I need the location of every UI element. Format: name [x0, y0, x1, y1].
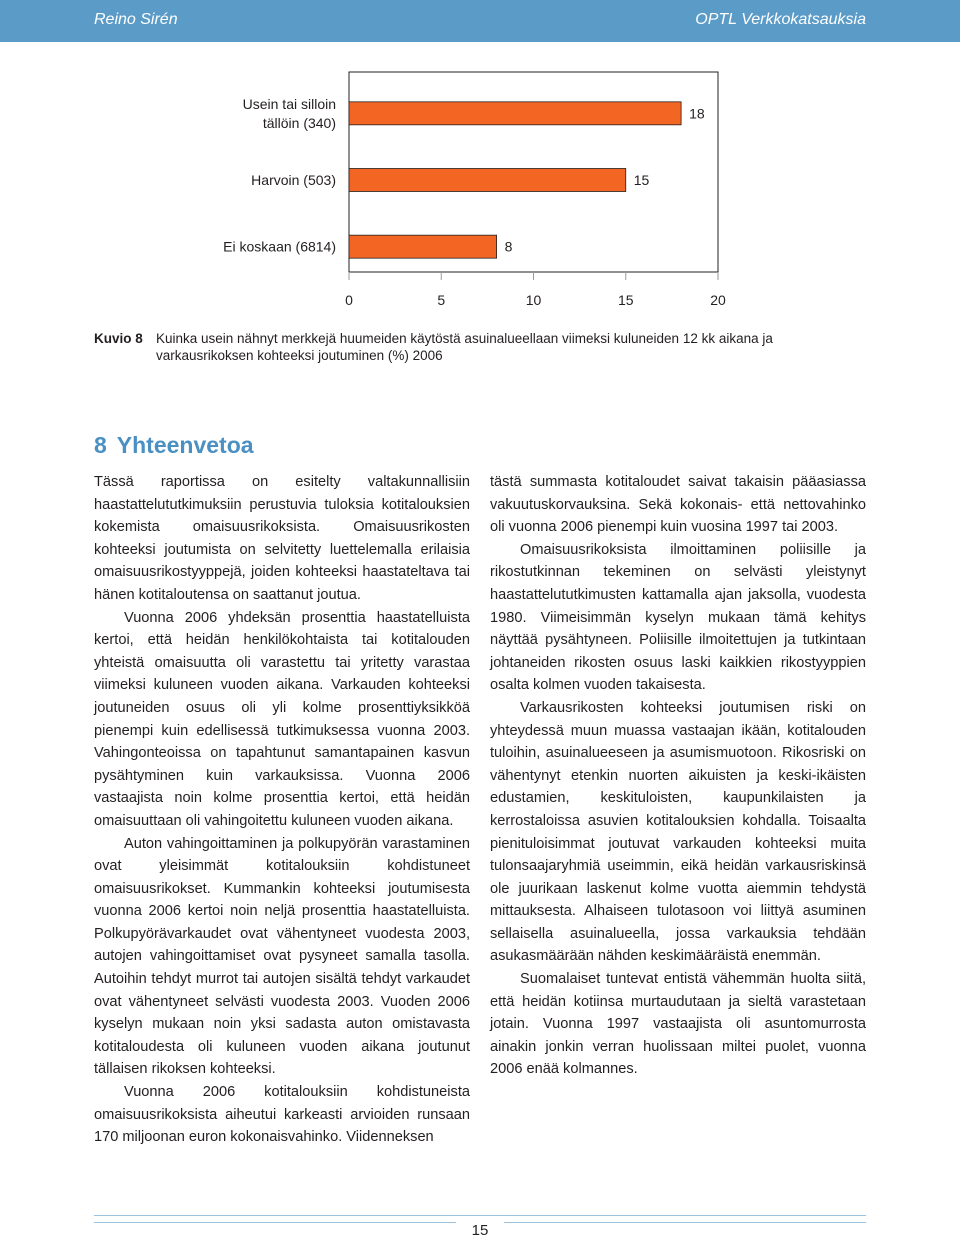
bar: [349, 102, 681, 125]
paragraph: Suomalaiset tuntevat entistä vähemmän huolta siitä, että heidän kotiinsa murtaudutaan ja sieltä varastetaan jotain. Vuonna 1997 vastaajista oli asuntomurrosta ainakin jonkin verran huolissaan miltei puolet, vuonna 2006 enää kolmannes.: [490, 971, 866, 1078]
section-heading: [94, 432, 254, 459]
x-tick-label: 15: [617, 292, 634, 308]
category-label: Usein tai silloin: [242, 95, 336, 112]
paragraph: Vuonna 2006 kotitalouksiin kohdistuneista omaisuusrikoksista aiheutui karkeasti arvioiden runsaan 170 miljoonan euron kokonaisvahinko. Viidenneksen: [94, 1084, 470, 1146]
x-tick-label: 20: [710, 292, 726, 308]
left-column: [94, 471, 470, 1149]
paragraph: Tässä raportissa on esitelty valtakunnallisiin haastattelututkimuksiin perustuvia tuloksia kotitalouksien kokemista omaisuusrikoksista. Omaisuusrikosten kohteeksi joutumista on selvitetty luettelemalla erilaisia omaisuusrikostyyppejä, joiden kohteeksi haastateltava tai hänen kotitaloutensa on saattanut joutua.: [94, 474, 470, 603]
paragraph: tästä summasta kotitaloudet saivat takaisin pääasiassa vakuutuskorvauksina. Sekä kokonais- että nettovahinko oli vuonna 2006 pienempi kuin vuosina 1997 tai 2003.: [490, 474, 866, 536]
x-tick-label: 5: [437, 292, 446, 308]
header-author: Reino Sirén: [94, 11, 178, 28]
bar-value-label: 8: [504, 238, 513, 255]
right-column: [490, 471, 866, 1081]
bar: [349, 169, 626, 192]
page-header: [0, 0, 960, 42]
bar-chart: [0, 60, 960, 320]
figure-caption-label: Kuvio 8: [94, 331, 143, 346]
figure-caption: [94, 330, 874, 364]
section-title: Yhteenvetoa: [116, 432, 254, 458]
x-tick-label: 0: [345, 292, 353, 308]
page-number: 15: [456, 1222, 504, 1239]
category-label: Harvoin (503): [251, 172, 336, 188]
header-series: OPTL Verkkokatsauksia: [695, 11, 866, 28]
figure-caption-text: Kuinka usein nähnyt merkkejä huumeiden käytöstä asuinalueellaan viimeksi kuluneiden 12 kk aikana ja varkausrikoksen kohteeksi joutuminen (%) 2006: [156, 331, 773, 363]
category-label: tällöin (340): [262, 114, 336, 131]
paragraph: Vuonna 2006 yhdeksän prosenttia haastatelluista kertoi, että heidän henkilökohtaista tai kotitalouden yhteistä omaisuutta oli varastettu tai yritetty varastaa viimeksi kuluneen vuoden aikana. Varkauden kohteeksi joutuneiden osuus oli yli kolme prosenttiyksikköä pienempi kuin edellisessä tutkimuksessa vuonna 2003. Vahingonteoissa on tapahtunut samantapainen kasvun pysähtyminen kuin varkauksissa. Vuonna 2006 vastaajista noin kolme prosenttia kertoi, että heidän omaisuuttaan oli vahingoitettu kuluneen vuoden aikana.: [94, 609, 470, 829]
category-label: Ei koskaan (6814): [223, 238, 336, 255]
bar: [349, 235, 497, 258]
footer-rule: [94, 1215, 866, 1216]
section-number: 8: [94, 432, 107, 458]
x-tick-label: 10: [525, 292, 542, 308]
bar-value-label: 15: [633, 172, 650, 188]
bar-value-label: 18: [689, 105, 705, 122]
paragraph: Varkausrikosten kohteeksi joutumisen riski on yhteydessä muun muassa vastaajan ikään, kotitalouden tuloihin, asuinalueeseen ja asumismuotoon. Rikosriski on vähentynyt etenkin nuorten aikuisten ja keski-ikäisten edustamien, keskituloisten, kaupunkilaisten ja kerrostaloissa asuvien kotitalouksien kohdalla. Toisaalta pienituloisimmat joutuvat varkauden kohteeksi muita tulonsaajaryhmiä useimmin, eikä heidän varkausriskinsä ole juurikaan laskenut kolme vuotta aiemmin tehdystä mittauksesta. Alhaiseen tulotasoon voi liittyä asuminen sellaisella asuinalueella, jossa varkauksia tehdään asukasmäärään nähden keskimääräistä enemmän.: [490, 699, 866, 965]
paragraph: Auton vahingoittaminen ja polkupyörän varastaminen ovat yleisimmät kotitalouksiin kohdistuneet omaisuusrikokset. Kummankin kohteeksi joutumisesta vuonna 2006 kertoi noin neljä prosenttia haastatelluista. Polkupyörävarkaudet ovat vähentyneet vuodesta 2003, autojen vahingoittamiset ovat pysyneet samalla tasolla. Autoihin tehdyt murrot tai autojen sisältä tehdyt varkaudet ovat vähentyneet selvästi vuodesta 2003. Vuoden 2006 kyselyn mukaan noin yksi sadasta auton omistavasta kotitaloudesta oli kuluneen vuoden aikana joutunut tällaisen rikoksen kohteeksi.: [94, 835, 470, 1078]
paragraph: Omaisuusrikoksista ilmoittaminen poliisille ja rikostutkinnan tekeminen on selvästi yleistynyt haastattelututkimusten kattamalla ajan jaksolla, vuodesta 1980. Viimeisimmän kyselyn mukaan tämä kehitys näyttää pysähtyneen. Poliisille ilmoitettujen ja tutkintaan johtaneiden rikosten osuus laski kaikkien rikostyyppien osalta kolmen vuoden takaisesta.: [490, 541, 866, 694]
